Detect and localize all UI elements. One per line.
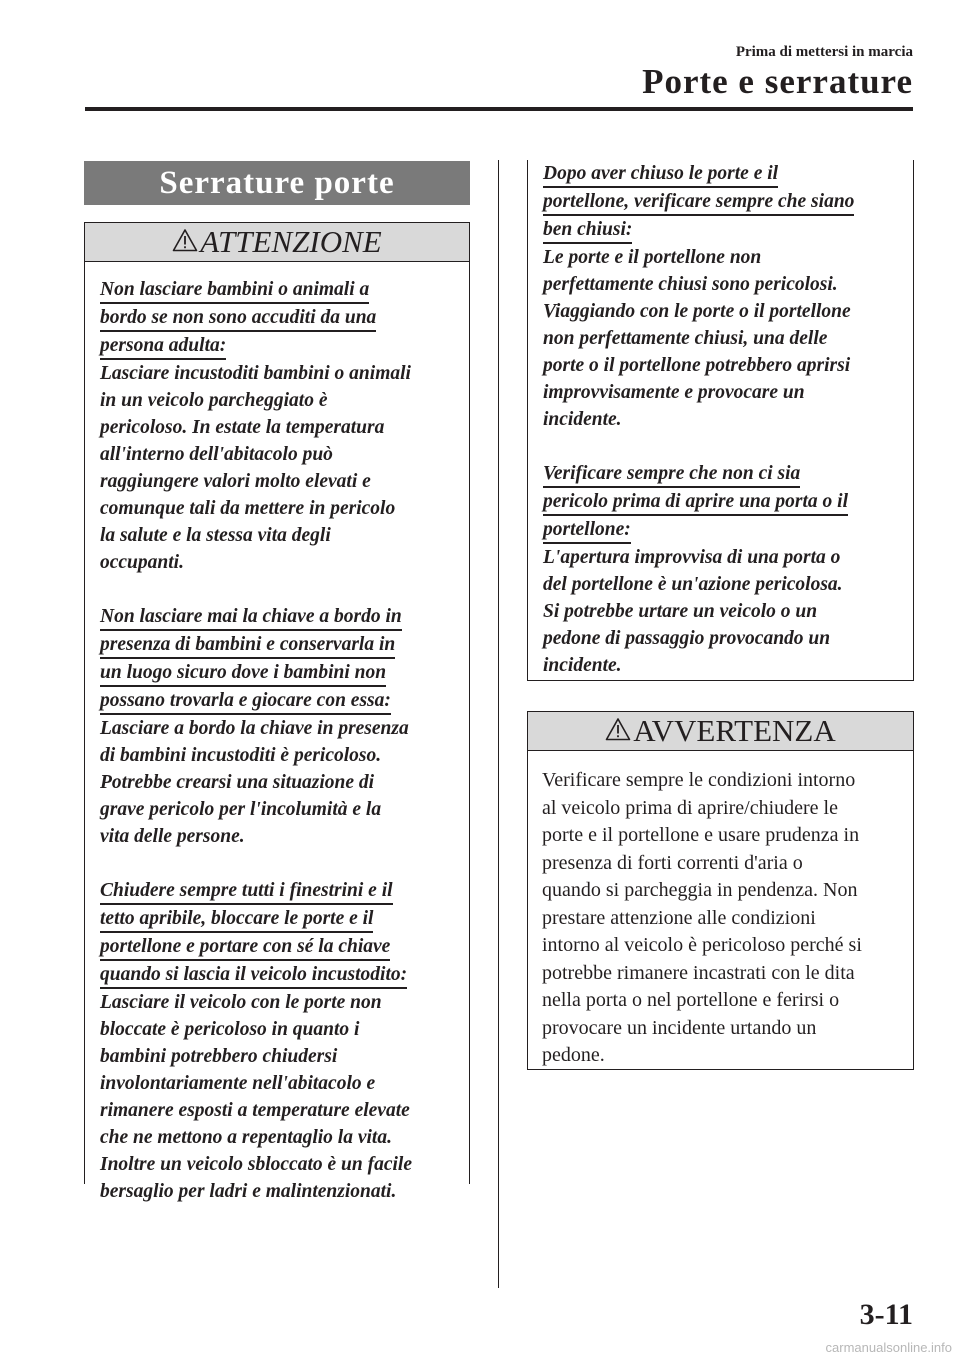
paragraph-body-line: Lasciare incustoditi bambini o animali — [100, 363, 411, 384]
paragraph-heading-line: portellone e portare con sé la chiave — [100, 934, 390, 961]
notice-text-line: presenza di forti correnti d'aria o — [542, 851, 803, 874]
paragraph-heading-line: ben chiusi: — [543, 217, 632, 244]
paragraph-heading-line: quando si lascia il veicolo incustodito: — [100, 962, 407, 989]
warning-paragraph — [100, 603, 469, 850]
paragraph-body-line: all'interno dell'abitacolo può — [100, 444, 333, 465]
paragraph-heading-line: presenza di bambini e conservarla in — [100, 632, 395, 659]
warning-box-continued — [527, 160, 914, 681]
paragraph-heading-line: portellone, verificare sempre che siano — [543, 189, 854, 216]
warning-continued-body — [528, 160, 913, 679]
warning-paragraph — [543, 160, 913, 433]
paragraph-body-line: Lasciare a bordo la chiave in presenza — [100, 718, 409, 739]
paragraph-body-line: Potrebbe crearsi una situazione di — [100, 772, 375, 793]
notice-text-line: quando si parcheggia in pendenza. Non — [542, 879, 858, 901]
warning-triangle-icon — [605, 717, 631, 741]
paragraph-heading-line: Non lasciare mai la chiave a bordo in — [100, 604, 402, 631]
paragraph-body-line: bersaglio per ladri e malintenzionati. — [100, 1181, 397, 1202]
chapter-title: Prima di mettersi in marcia — [735, 44, 913, 60]
notice-text-line: prestare attenzione alle condizioni — [542, 906, 816, 929]
paragraph-body-line: incidente. — [543, 409, 622, 430]
notice-box-body — [528, 751, 913, 1070]
paragraph-body-line: bambini potrebbero chiudersi — [100, 1046, 338, 1067]
warning-box-header — [85, 223, 469, 262]
notice-text-line: intorno al veicolo è pericoloso perché si — [542, 934, 862, 956]
paragraph-body-line: occupanti. — [100, 552, 184, 573]
paragraph-heading-line: Chiudere sempre tutti i finestrini e il — [100, 878, 393, 905]
page-number: 3-11 — [859, 1298, 913, 1331]
notice-text-line: potrebbe rimanere incastrati con le dita — [542, 961, 855, 984]
paragraph-body-line: di bambini incustoditi è pericoloso. — [100, 745, 382, 766]
paragraph-body-line: Si potrebbe urtare un veicolo o un — [543, 601, 818, 622]
paragraph-body-line: che ne mettono a repentaglio la vita. — [100, 1127, 392, 1148]
paragraph-body-line: pedone di passaggio provocando un — [543, 628, 831, 649]
warning-paragraph — [543, 460, 913, 679]
paragraph-body-line: grave pericolo per l'incolumità e la — [100, 799, 382, 820]
notice-text-line: nella porta o nel portellone e ferirsi o — [542, 989, 840, 1011]
paragraph-body-line: non perfettamente chiusi, una delle — [543, 328, 828, 349]
notice-text-line: Verificare sempre le condizioni intorno — [542, 769, 856, 791]
paragraph-body-line: vita delle persone. — [100, 826, 245, 847]
paragraph-body-line: Le porte e il portellone non — [543, 247, 762, 268]
paragraph-heading-line: bordo se non sono accuditi da una — [100, 305, 376, 332]
notice-text-line: porte e il portellone e usare prudenza in — [542, 824, 860, 846]
paragraph-heading-line: Non lasciare bambini o animali a — [100, 277, 369, 304]
paragraph-heading-line: persona adulta: — [100, 333, 226, 360]
warning-box-body — [85, 262, 469, 1205]
paragraph-heading-line: pericolo prima di aprire una porta o il — [543, 489, 848, 516]
notice-text-line: provocare un incidente urtando un — [542, 1016, 817, 1039]
paragraph-body-line: la salute e la stessa vita degli — [100, 525, 331, 546]
warning-label: ATTENZIONE — [200, 224, 382, 259]
paragraph-body-line: del portellone è un'azione pericolosa. — [543, 574, 843, 595]
paragraph-heading-line: tetto apribile, bloccare le porte e il — [100, 906, 373, 933]
column-divider — [498, 160, 499, 1288]
paragraph-heading-line: un luogo sicuro dove i bambini non — [100, 660, 386, 687]
paragraph-body-line: pericoloso. In estate la temperatura — [100, 417, 385, 438]
notice-box-header — [528, 712, 913, 751]
paragraph-body-line: rimanere esposti a temperature elevate — [100, 1100, 410, 1121]
paragraph-body-line: porte o il portellone potrebbero aprirsi — [543, 355, 851, 376]
paragraph-body-line: improvvisamente e provocare un — [543, 382, 805, 403]
warning-paragraph — [100, 877, 469, 1205]
paragraph-body-line: incidente. — [543, 655, 622, 676]
paragraph-body-line: perfettamente chiusi sono pericolosi. — [543, 274, 838, 295]
paragraph-body-line: Lasciare il veicolo con le porte non — [100, 992, 382, 1013]
watermark: carmanualsonline.info — [825, 1340, 952, 1355]
notice-text-line: al veicolo prima di aprire/chiudere le — [542, 796, 838, 819]
paragraph-body-line: Inoltre un veicolo sbloccato è un facile — [100, 1154, 412, 1175]
header-rule — [85, 107, 913, 111]
page-title: Porte e serrature — [642, 62, 913, 101]
warning-paragraph — [100, 276, 469, 576]
paragraph-body-line: raggiungere valori molto elevati e — [100, 471, 371, 492]
paragraph-body-line: bloccate è pericoloso in quanto i — [100, 1019, 360, 1040]
section-title: Serrature porte — [84, 161, 470, 205]
paragraph-heading-line: possano trovarla e giocare con essa: — [100, 688, 391, 715]
paragraph-body-line: comunque tali da mettere in pericolo — [100, 498, 396, 519]
paragraph-heading-line: Verificare sempre che non ci sia — [543, 461, 800, 488]
warning-triangle-icon — [172, 228, 198, 252]
paragraph-body-line: L'apertura improvvisa di una porta o — [543, 547, 841, 568]
paragraph-body-line: in un veicolo parcheggiato è — [100, 390, 328, 411]
notice-label: AVVERTENZA — [633, 713, 836, 748]
warning-box — [84, 222, 470, 1202]
paragraph-heading-line: portellone: — [543, 517, 631, 544]
notice-text-line: pedone. — [542, 1044, 605, 1066]
paragraph-body-line: Viaggiando con le porte o il portellone — [543, 301, 851, 322]
notice-box — [527, 711, 914, 1070]
paragraph-body-line: involontariamente nell'abitacolo e — [100, 1073, 376, 1094]
paragraph-heading-line: Dopo aver chiuso le porte e il — [543, 161, 778, 188]
